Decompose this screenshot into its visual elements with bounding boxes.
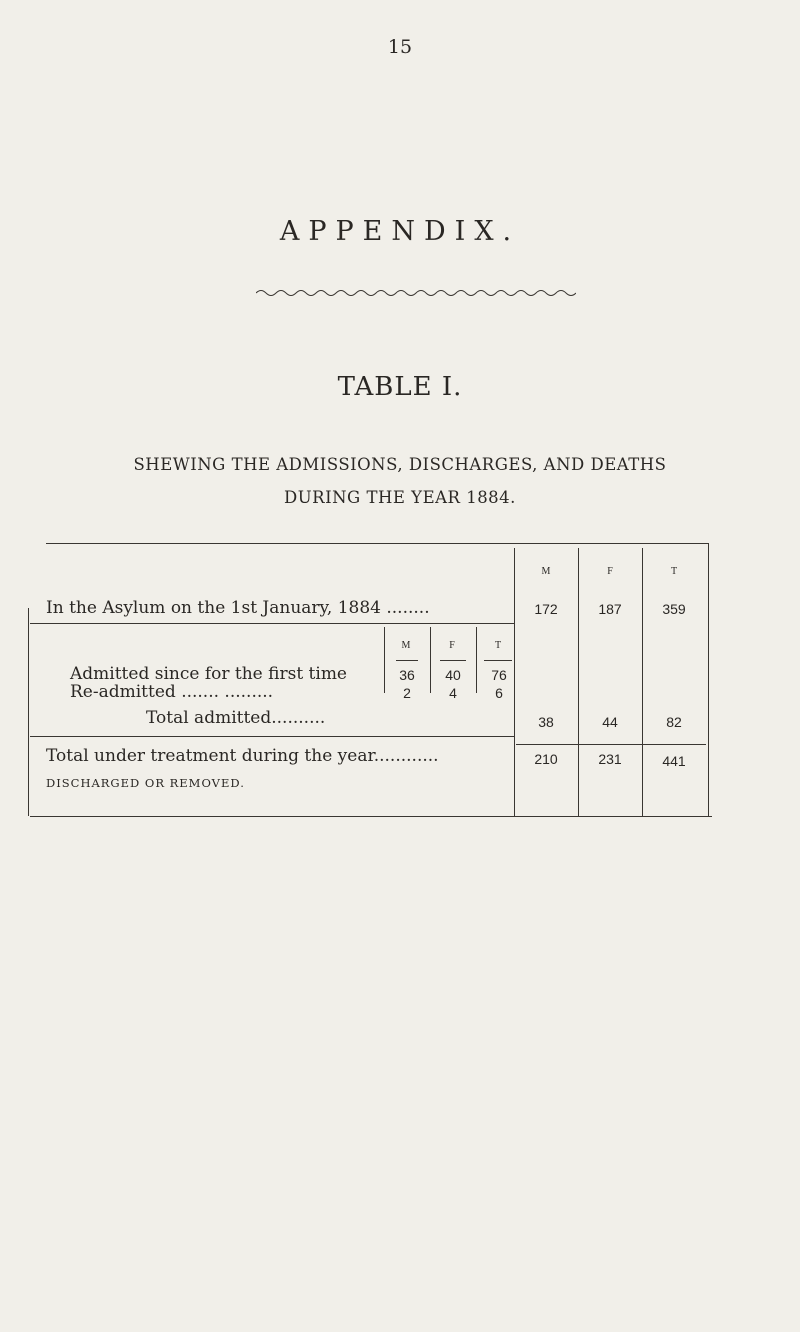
- first-time-f: 40: [445, 667, 461, 683]
- total-treatment-m: 210: [534, 751, 558, 767]
- total-admitted-m: 38: [538, 714, 554, 730]
- admit-sep-left: [384, 627, 385, 693]
- in-asylum-f: 187: [598, 601, 622, 617]
- admit-header-f: F: [449, 640, 455, 651]
- admit-header-rule-m: [396, 660, 418, 661]
- row-label-in-asylum: In the Asylum on the 1st January, 1884 ........: [46, 598, 430, 618]
- table-title: TABLE I.: [337, 372, 463, 402]
- table-left-rule: [28, 608, 29, 816]
- readmitted-f: 4: [449, 685, 457, 701]
- in-asylum-m: 172: [534, 601, 558, 617]
- table-right-rule: [708, 543, 709, 816]
- admit-header-rule-f: [440, 660, 466, 661]
- header-m: M: [541, 566, 551, 577]
- table-top-rule: [46, 543, 708, 544]
- table-bottom-rule: [30, 816, 712, 817]
- admit-sep-2: [476, 627, 477, 693]
- rule-after-total-admitted: [30, 736, 514, 737]
- col-sep-3: [642, 548, 643, 816]
- row-label-first-time: Admitted since for the first time: [70, 664, 347, 684]
- page-number: 15: [387, 36, 413, 58]
- admit-header-rule-t: [484, 660, 512, 661]
- rule-after-in-asylum: [30, 623, 514, 624]
- header-f: F: [607, 566, 613, 577]
- col-sep-2: [578, 548, 579, 816]
- appendix-title: APPENDIX.: [279, 216, 521, 247]
- first-time-m: 36: [399, 667, 415, 683]
- row-label-readmitted: Re-admitted ....... .........: [70, 682, 274, 702]
- rule-before-total-treatment: [516, 744, 706, 745]
- total-admitted-t: 82: [666, 714, 682, 730]
- total-treatment-f: 231: [598, 751, 622, 767]
- row-label-total-admitted: Total admitted..........: [146, 708, 326, 728]
- admit-header-m: M: [401, 640, 411, 651]
- first-time-t: 76: [491, 667, 507, 683]
- readmitted-t: 6: [495, 685, 503, 701]
- admit-sep-1: [430, 627, 431, 693]
- admit-header-t: T: [494, 640, 502, 651]
- row-label-total-treatment: Total under treatment during the year............: [46, 746, 439, 766]
- table-subtitle-line2: DURING THE YEAR 1884.: [284, 488, 516, 507]
- table-subtitle-line1: SHEWING THE ADMISSIONS, DISCHARGES, AND DEATHS: [133, 455, 667, 474]
- header-t: T: [670, 566, 678, 577]
- discharged-heading: DISCHARGED OR REMOVED.: [46, 776, 245, 790]
- readmitted-m: 2: [403, 685, 411, 701]
- total-admitted-f: 44: [602, 714, 618, 730]
- in-asylum-t: 359: [662, 601, 686, 617]
- total-treatment-t: 441: [662, 753, 686, 769]
